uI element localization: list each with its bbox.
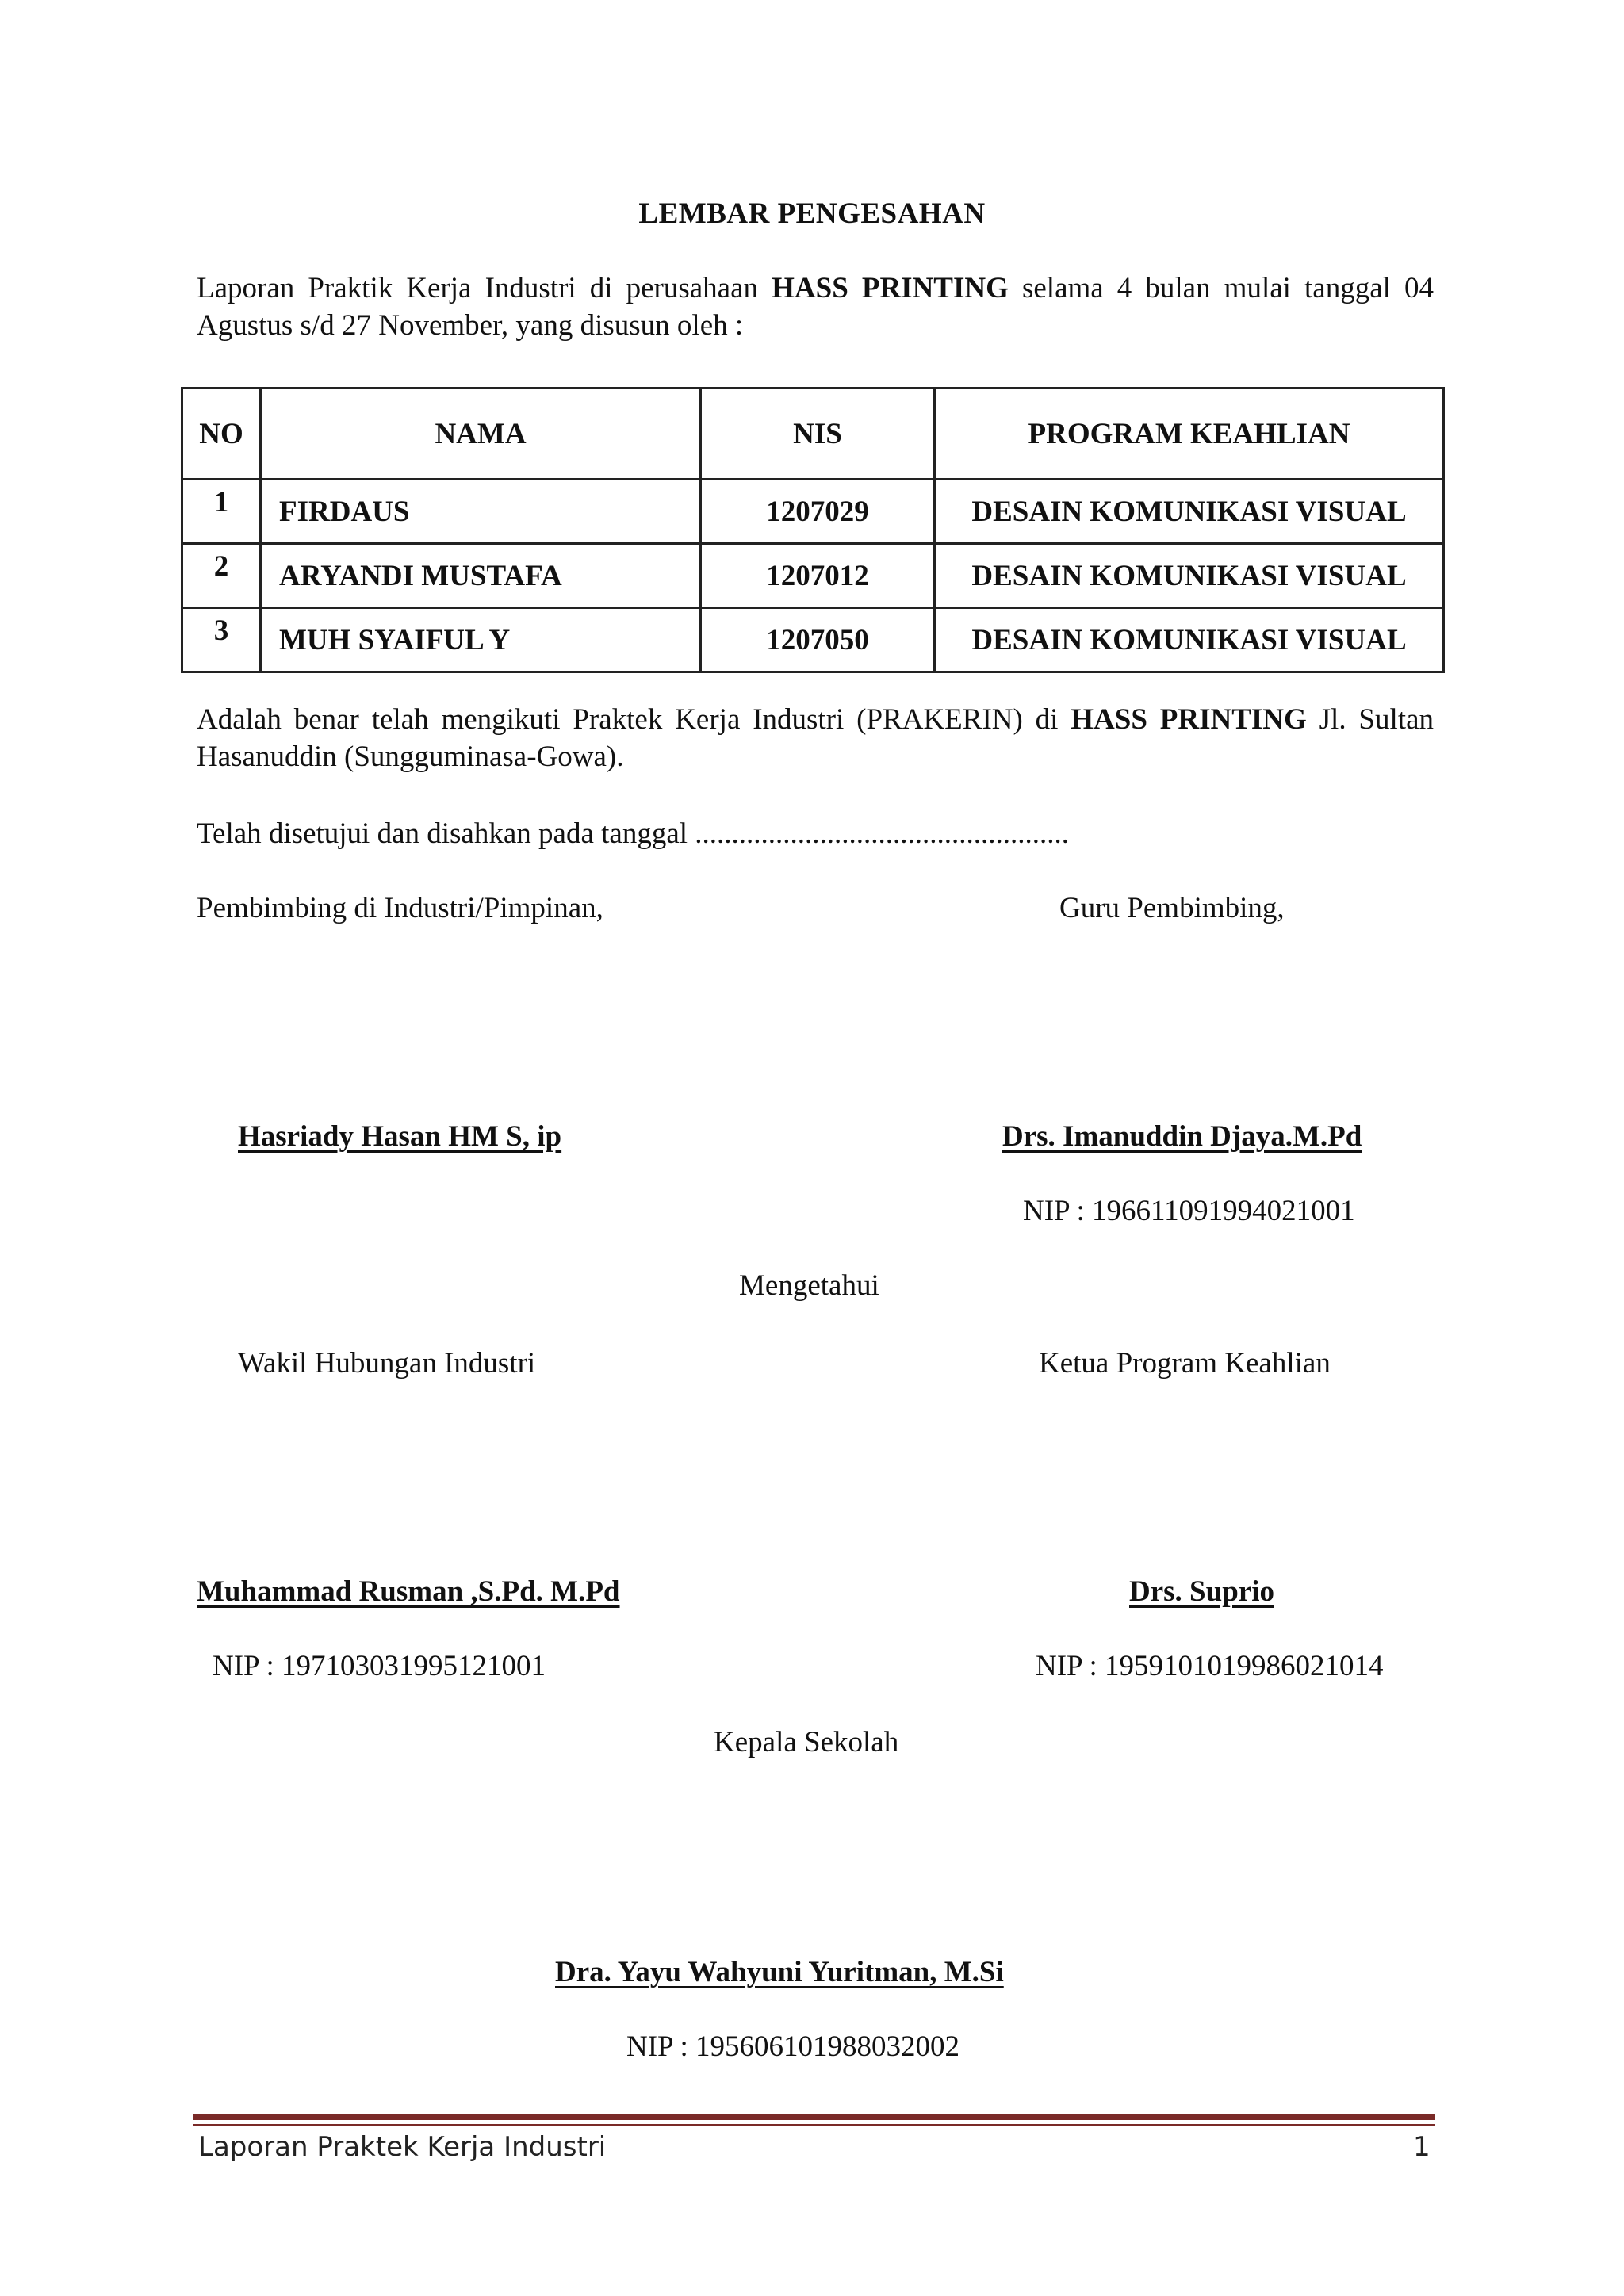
table-row [182,480,1444,544]
approval-line: Telah disetujui dan disahkan pada tanggal ................................................... [197,817,1070,850]
header-no: NO [182,388,261,480]
statement-company: HASS PRINTING [1071,703,1307,736]
principal-name: Dra. Yayu Wahyuni Yuritman, M.Si [555,1956,1004,1988]
vice-name: Muhammad Rusman ,S.Pd. M.Pd [197,1575,620,1608]
program-head-name: Drs. Suprio [1129,1575,1274,1608]
intro-text-2: selama 4 bulan mulai tanggal 04 Agustus s/d 27 November, yang disusun oleh : [197,272,1434,342]
table-row [182,544,1444,608]
industry-supervisor-role: Pembimbing di Industri/Pimpinan, [197,892,603,924]
acknowledged-label: Mengetahui [739,1269,879,1302]
cell-program: DESAIN KOMUNIKASI VISUAL [935,544,1444,608]
intro-paragraph [197,270,1434,344]
page-number: 1 [1413,2131,1431,2163]
table-row [182,608,1444,672]
cell-no: 3 [182,608,261,672]
intro-company: HASS PRINTING [772,272,1009,304]
cell-nis: 1207050 [701,608,935,672]
cell-no: 1 [182,480,261,544]
table-header-row [182,388,1444,480]
footer-title: Laporan Praktek Kerja Industri [198,2131,607,2163]
header-program: PROGRAM KEAHLIAN [935,388,1444,480]
statement-text-1: Adalah benar telah mengikuti Praktek Kerja Industri (PRAKERIN) di [197,703,1071,736]
cell-no: 2 [182,544,261,608]
cell-nama: MUH SYAIFUL Y [261,608,701,672]
teacher-supervisor-nip: NIP : 196611091994021001 [1023,1195,1355,1227]
vice-nip: NIP : 197103031995121001 [213,1650,546,1682]
intro-text-1: Laporan Praktik Kerja Industri di perusahaan [197,272,772,304]
teacher-supervisor-name: Drs. Imanuddin Djaya.M.Pd [1002,1120,1362,1153]
statement-text-2: Jl. Sultan Hasanuddin (Sungguminasa-Gowa). [197,703,1434,773]
vice-role: Wakil Hubungan Industri [238,1347,536,1380]
page-title: LEMBAR PENGESAHAN [638,197,986,230]
cell-program: DESAIN KOMUNIKASI VISUAL [935,608,1444,672]
statement-paragraph [197,701,1434,775]
cell-program: DESAIN KOMUNIKASI VISUAL [935,480,1444,544]
students-table [181,387,1445,673]
principal-nip: NIP : 195606101988032002 [626,2030,960,2063]
footer-rule-thin [193,2124,1435,2126]
header-nis: NIS [701,388,935,480]
principal-role: Kepala Sekolah [714,1726,899,1758]
teacher-supervisor-role: Guru Pembimbing, [1059,892,1285,924]
cell-nis: 1207012 [701,544,935,608]
cell-nama: FIRDAUS [261,480,701,544]
footer-rule-thick [193,2114,1435,2120]
header-nama: NAMA [261,388,701,480]
program-head-role: Ketua Program Keahlian [1039,1347,1331,1380]
industry-supervisor-name: Hasriady Hasan HM S, ip [238,1120,562,1153]
cell-nama: ARYANDI MUSTAFA [261,544,701,608]
cell-nis: 1207029 [701,480,935,544]
program-head-nip: NIP : 1959101019986021014 [1036,1650,1384,1682]
